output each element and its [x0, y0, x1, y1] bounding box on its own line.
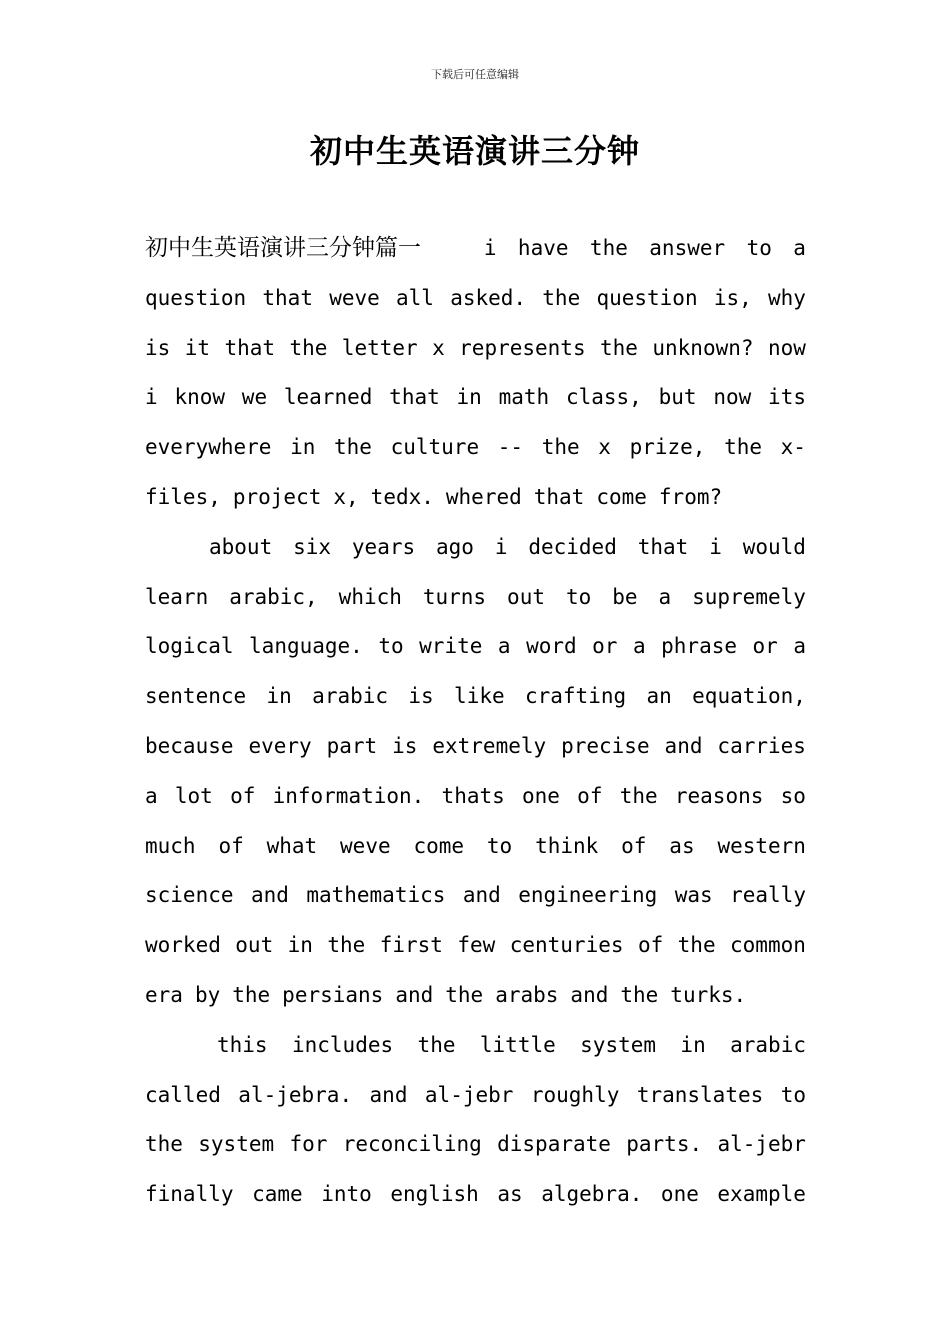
word: prize,: [629, 435, 706, 460]
word: crafting: [524, 684, 627, 709]
word: sentence: [145, 684, 247, 709]
word: weve: [329, 285, 380, 310]
text-line: [145, 1120, 806, 1170]
word: and: [462, 883, 501, 908]
word: the: [677, 933, 716, 958]
word: arabs: [495, 982, 559, 1007]
word: x,: [333, 484, 359, 509]
document-title: 初中生英语演讲三分钟: [309, 132, 640, 170]
word: we: [241, 385, 268, 410]
word: in: [266, 684, 292, 709]
word: an: [646, 684, 672, 709]
word: the: [600, 335, 638, 360]
word: one: [660, 1182, 699, 1207]
word: i: [145, 385, 158, 410]
word: is,: [713, 285, 752, 310]
word: a: [658, 584, 672, 609]
text-line: [145, 871, 806, 921]
text-line: [145, 1021, 806, 1071]
word: it: [184, 335, 211, 360]
word: into: [321, 1182, 372, 1207]
word: mathematics: [306, 883, 446, 908]
word: to: [565, 584, 592, 609]
word: information.: [272, 783, 425, 808]
text-line: [145, 772, 806, 822]
word: of: [577, 783, 603, 808]
word: have: [517, 236, 569, 260]
word: six: [293, 534, 332, 559]
word: the: [542, 285, 581, 310]
word: x: [432, 335, 445, 360]
word: unknown?: [652, 335, 754, 360]
word: al-jebr: [717, 1132, 806, 1157]
word: language.: [249, 634, 363, 659]
word: came: [252, 1182, 303, 1207]
word: the: [620, 982, 659, 1007]
word: a: [793, 236, 806, 260]
word: era: [145, 982, 183, 1007]
word: the: [445, 982, 484, 1007]
word: algebra.: [541, 1182, 643, 1207]
text-line: [145, 722, 806, 772]
word: really: [730, 883, 806, 908]
word: as: [669, 833, 695, 858]
word: about: [209, 534, 273, 559]
word: arabic,: [229, 584, 318, 609]
section-heading: 初中生英语演讲三分钟篇一: [145, 235, 421, 261]
word: reasons: [674, 783, 764, 808]
text-line: [145, 921, 806, 971]
word: know: [174, 385, 226, 410]
word: system: [198, 1132, 275, 1157]
word: to: [378, 634, 404, 659]
word: part: [326, 733, 378, 758]
word: decided: [528, 534, 617, 559]
word: come: [596, 484, 647, 509]
word: write: [419, 634, 483, 659]
word: --: [497, 435, 524, 460]
word: i: [709, 534, 722, 559]
word: much: [145, 833, 196, 858]
word: in: [680, 1032, 706, 1057]
spacer: [442, 224, 462, 274]
word: that: [224, 335, 276, 360]
body-text: [145, 224, 806, 1220]
word: come: [413, 833, 465, 858]
word: by: [194, 982, 221, 1007]
word: a: [632, 634, 646, 659]
word: turns: [422, 584, 487, 609]
word: learn: [145, 584, 209, 609]
word: and: [395, 982, 434, 1007]
word: of: [230, 783, 256, 808]
word: and: [664, 733, 703, 758]
word: ago: [436, 534, 474, 559]
word: in: [456, 385, 482, 410]
text-line: [145, 822, 806, 872]
word: every: [248, 733, 312, 758]
word: the: [541, 435, 580, 460]
word: whered: [445, 484, 522, 509]
word: finally: [145, 1182, 234, 1207]
word: is: [408, 684, 434, 709]
word: what: [266, 833, 318, 858]
word: why: [768, 285, 806, 310]
word: to: [746, 236, 772, 260]
word: the: [724, 435, 762, 460]
word: system: [580, 1032, 657, 1057]
word: persians: [282, 982, 384, 1007]
word: answer: [649, 236, 726, 260]
word: al-jebra.: [238, 1082, 353, 1107]
word: and: [570, 982, 609, 1007]
word: one: [522, 783, 560, 808]
word: is: [392, 733, 418, 758]
word: as: [497, 1182, 523, 1207]
word: parts.: [626, 1132, 703, 1157]
word: out: [235, 933, 274, 958]
word: thats: [441, 783, 505, 808]
word: precise: [561, 733, 650, 758]
word: x-: [780, 435, 806, 460]
word: western: [717, 833, 806, 858]
word: i: [483, 236, 497, 260]
word: carries: [717, 733, 806, 758]
word: that: [262, 285, 313, 310]
word: and: [250, 883, 289, 908]
word: of: [621, 833, 647, 858]
word: from?: [658, 484, 723, 509]
word: little: [479, 1032, 556, 1057]
word: the: [417, 1032, 456, 1057]
word: translates: [636, 1082, 764, 1107]
text-line: [145, 523, 806, 573]
word: that: [637, 534, 689, 559]
word: arabic: [312, 684, 389, 709]
word: i: [494, 534, 508, 559]
word: to: [486, 833, 513, 858]
word: extremely: [432, 733, 547, 758]
word: worked: [145, 933, 221, 958]
text-line: [145, 1071, 806, 1121]
word: a: [497, 634, 511, 659]
word: of: [637, 933, 664, 958]
word: but: [658, 385, 697, 410]
text-line: [145, 324, 806, 374]
word: was: [674, 883, 713, 908]
page-header: 下载后可任意编辑: [431, 68, 519, 81]
word: be: [612, 584, 638, 609]
word: science: [145, 883, 234, 908]
word: x: [598, 435, 611, 460]
word: because: [145, 733, 234, 758]
text-line: [145, 224, 806, 274]
word: in: [287, 933, 313, 958]
word: weve: [340, 833, 391, 858]
word: so: [780, 783, 806, 808]
word: lot: [174, 783, 213, 808]
word: culture: [390, 435, 480, 460]
word: engineering: [518, 883, 658, 908]
word: the: [619, 783, 658, 808]
word: asked.: [450, 285, 527, 310]
word: that: [533, 484, 585, 509]
word: includes: [291, 1032, 394, 1057]
word: logical: [145, 634, 234, 659]
word: example: [717, 1182, 806, 1207]
word: to: [780, 1082, 806, 1107]
word: everywhere: [145, 435, 272, 460]
word: now: [767, 335, 806, 360]
text-line: [145, 473, 806, 523]
word: tedx.: [370, 484, 434, 509]
word: the: [334, 435, 372, 460]
word: english: [390, 1182, 479, 1207]
word: a: [793, 634, 806, 659]
word: equation,: [692, 684, 806, 709]
word: the: [289, 335, 328, 360]
word: arabic: [730, 1032, 806, 1057]
word: common: [730, 933, 806, 958]
word: like: [454, 684, 505, 709]
word: first: [379, 933, 443, 958]
word: math: [498, 385, 550, 410]
word: files,: [145, 484, 221, 509]
word: is: [145, 335, 171, 360]
word: supremely: [692, 584, 806, 609]
word: this: [217, 1032, 268, 1057]
word: centuries: [509, 933, 624, 958]
word: learned: [283, 385, 373, 410]
text-line: [145, 573, 806, 623]
word: for: [289, 1132, 328, 1157]
text-line: [145, 971, 806, 1021]
word: the: [327, 933, 366, 958]
word: word: [526, 634, 577, 659]
word: class,: [565, 385, 642, 410]
word: in: [290, 435, 316, 460]
word: or: [592, 634, 618, 659]
word: which: [338, 584, 402, 609]
word: its: [768, 385, 806, 410]
word: would: [742, 534, 806, 559]
word: of: [218, 833, 244, 858]
word: all: [396, 285, 434, 310]
text-line: [145, 423, 806, 473]
text-line: [145, 274, 806, 324]
word: that: [389, 385, 440, 410]
word: represents: [459, 335, 586, 360]
word: the: [145, 1132, 183, 1157]
word: question: [145, 285, 247, 310]
word: roughly: [530, 1082, 620, 1107]
word: disparate: [497, 1132, 611, 1157]
word: question: [596, 285, 698, 310]
word: a: [145, 783, 158, 808]
text-line: [145, 1170, 806, 1220]
word: the: [589, 236, 628, 260]
word: and: [369, 1082, 408, 1107]
word: al-jebr: [424, 1082, 514, 1107]
text-line: [145, 672, 806, 722]
word: now: [713, 385, 752, 410]
text-line: [145, 622, 806, 672]
word: the: [232, 982, 271, 1007]
word: letter: [341, 335, 418, 360]
word: few: [457, 933, 496, 958]
word: think: [535, 833, 599, 858]
word: years: [351, 534, 416, 559]
word: out: [507, 584, 545, 609]
word: or: [752, 634, 778, 659]
word: turks.: [670, 982, 747, 1007]
word: project: [232, 484, 322, 509]
word: phrase: [661, 634, 737, 659]
word: called: [145, 1082, 221, 1107]
text-line: [145, 373, 806, 423]
word: reconciling: [342, 1132, 482, 1157]
